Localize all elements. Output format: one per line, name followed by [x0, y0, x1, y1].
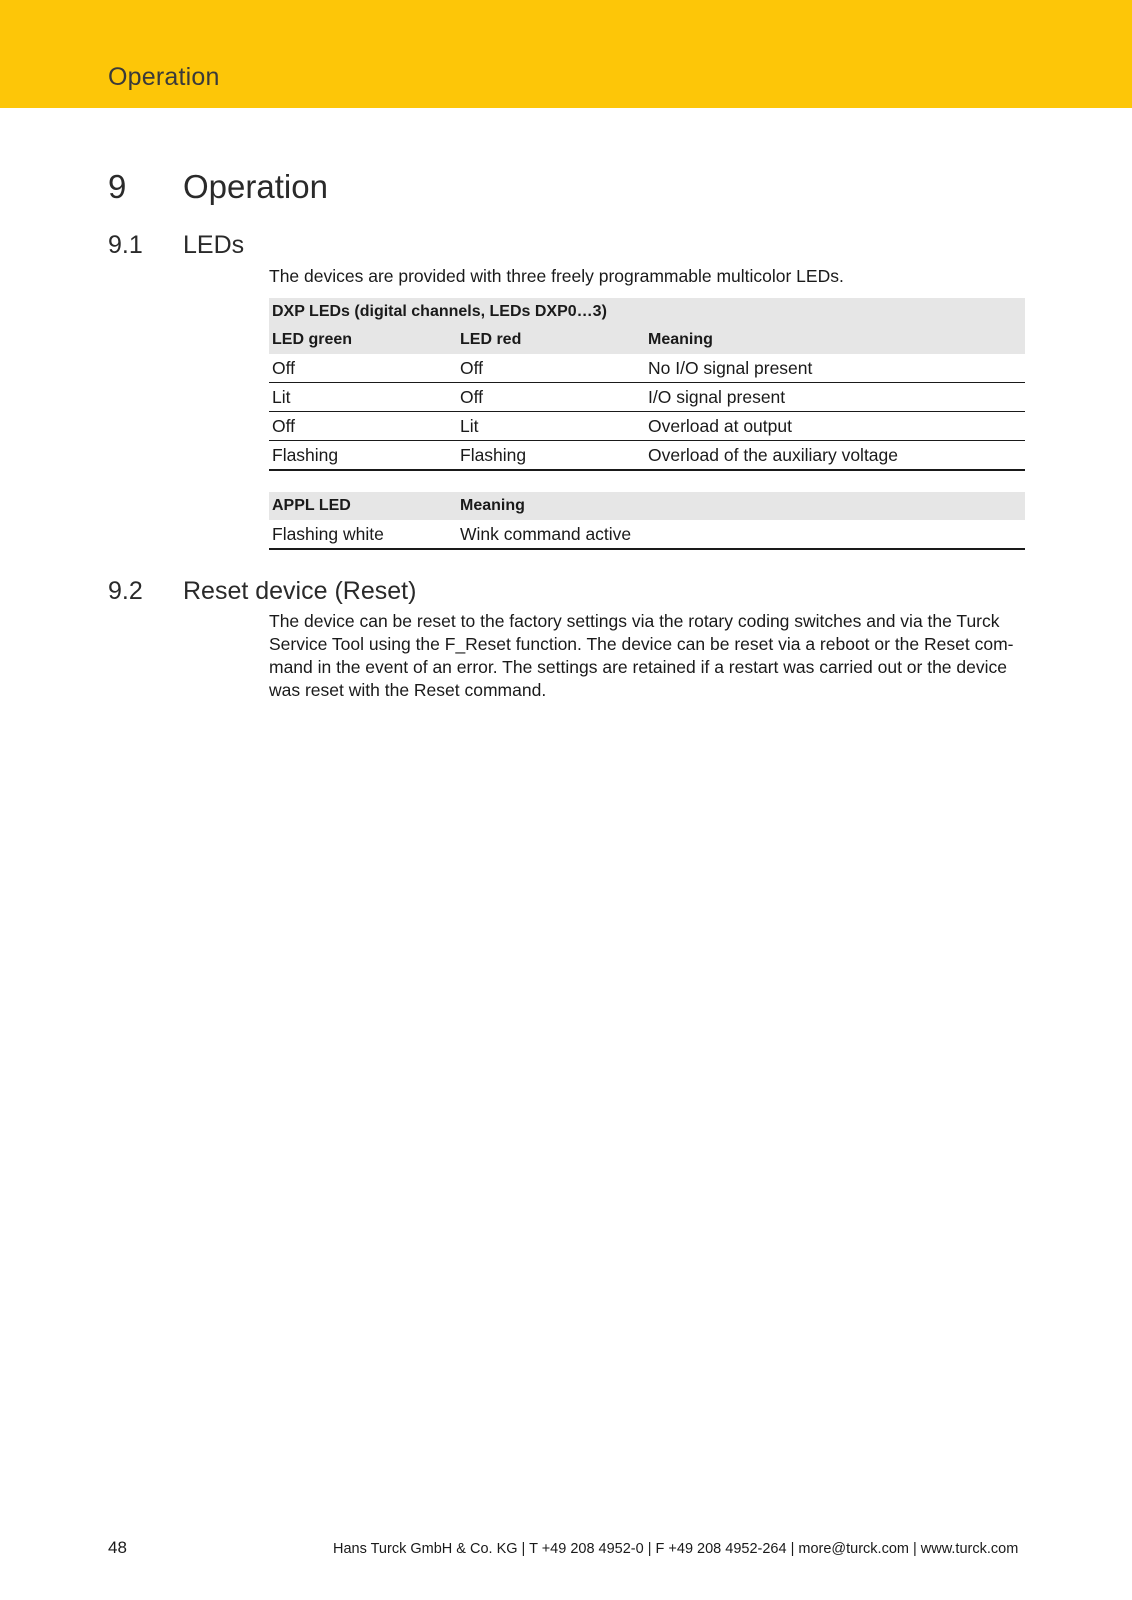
table-row: [269, 441, 1025, 471]
column-header: APPL LED: [269, 492, 457, 520]
column-header: Meaning: [645, 326, 1025, 354]
table-cell: Flashing: [269, 441, 457, 471]
table-cell: Flashing white: [269, 520, 457, 549]
table-cell: Off: [269, 354, 457, 383]
table-row: [269, 520, 1025, 549]
section-number: 9.2: [108, 577, 143, 605]
table-row: [269, 354, 1025, 383]
column-header: LED red: [457, 326, 645, 354]
table-cell: Wink command active: [457, 520, 1025, 549]
dxp-led-table: [269, 298, 1025, 471]
table-caption-row: [269, 298, 1025, 326]
table-cell: Flashing: [457, 441, 645, 471]
running-header-title: Operation: [108, 63, 220, 91]
footer-company-contact: Hans Turck GmbH & Co. KG | T +49 208 4952-0 | F +49 208 4952-264 | more@turck.com | www.turck.com: [333, 1541, 1019, 1557]
table-cell: Off: [457, 354, 645, 383]
paragraph-line: Service Tool using the F_Reset function. The device can be reset via a reboot or the Reset com-: [269, 634, 1014, 654]
section-title: Reset device (Reset): [183, 577, 417, 605]
paragraph-line: The device can be reset to the factory settings via the rotary coding switches and via the Turck: [269, 611, 1000, 631]
leds-intro-paragraph: The devices are provided with three freely programmable multicolor LEDs.: [269, 266, 844, 286]
section-title: LEDs: [183, 231, 245, 259]
chapter-number: 9: [108, 168, 127, 205]
table-cell: Lit: [457, 412, 645, 441]
column-header: LED green: [269, 326, 457, 354]
table-row: [269, 383, 1025, 412]
table-cell: Off: [269, 412, 457, 441]
table-cell: Off: [457, 383, 645, 412]
table-row: [269, 412, 1025, 441]
table-header-row: [269, 326, 1025, 354]
paragraph-line: mand in the event of an error. The settings are retained if a restart was carried out or the device: [269, 657, 1007, 677]
paragraph-line: was reset with the Reset command.: [269, 680, 547, 700]
table-cell: No I/O signal present: [645, 354, 1025, 383]
column-header: Meaning: [457, 492, 1025, 520]
table-cell: Overload at output: [645, 412, 1025, 441]
page-number: 48: [108, 1538, 127, 1557]
chapter-title: Operation: [183, 168, 328, 205]
table-cell: Lit: [269, 383, 457, 412]
appl-led-table: [269, 492, 1025, 550]
reset-paragraph: [269, 610, 1029, 702]
table-header-row: [269, 492, 1025, 520]
table-caption: DXP LEDs (digital channels, LEDs DXP0…3): [269, 298, 1025, 326]
section-number: 9.1: [108, 231, 143, 259]
table-cell: Overload of the auxiliary voltage: [645, 441, 1025, 471]
table-cell: I/O signal present: [645, 383, 1025, 412]
